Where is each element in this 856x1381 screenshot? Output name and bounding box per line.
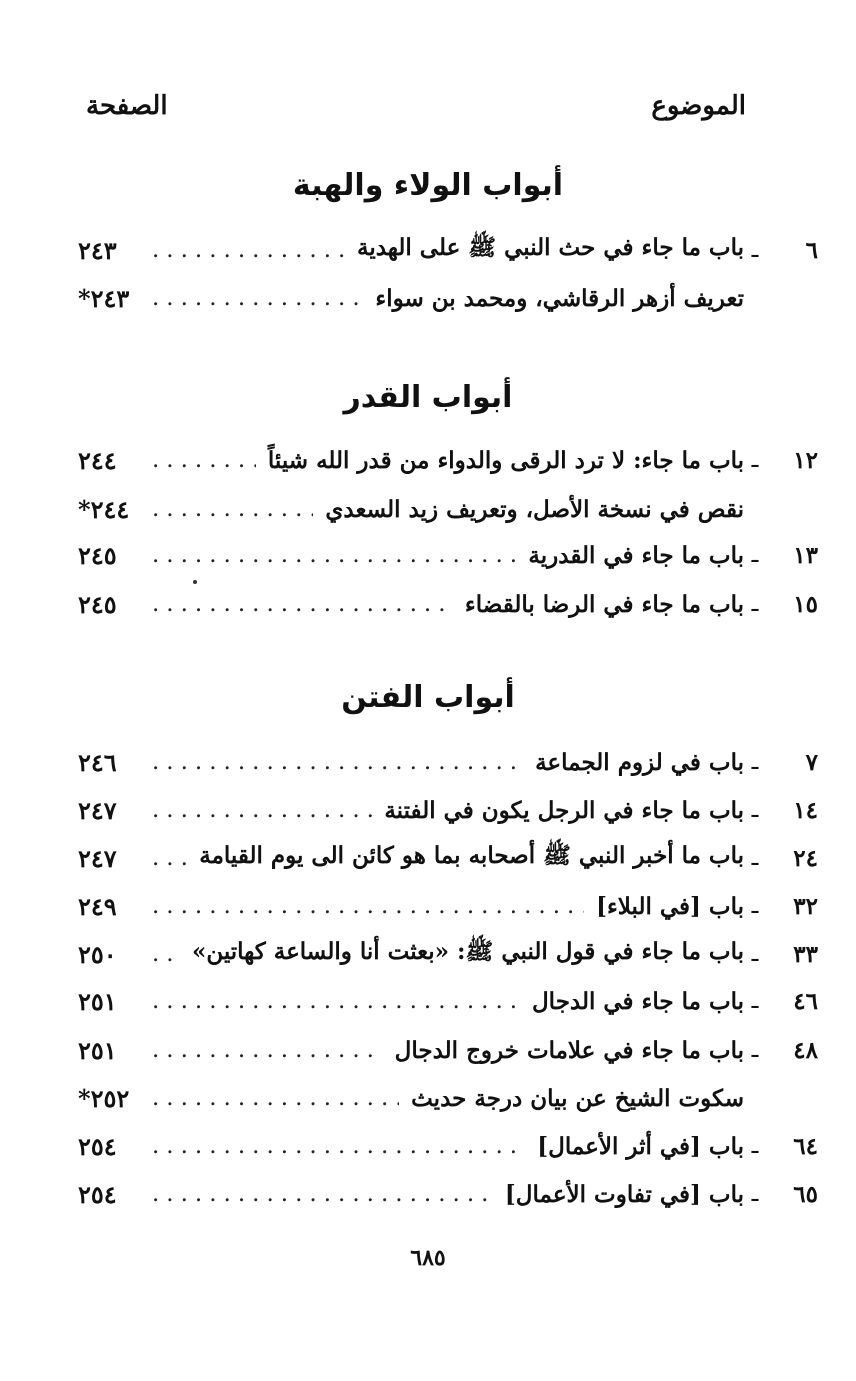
- dot-leader: [152, 591, 453, 617]
- dot-leader: [152, 893, 584, 919]
- entry-dash: ـ: [751, 1037, 759, 1063]
- toc-entry: [78, 1030, 818, 1070]
- toc-entry: [78, 886, 818, 926]
- dot-leader: [152, 285, 363, 311]
- page-number: ٢٥٠: [78, 939, 117, 969]
- toc-entry: [78, 790, 818, 830]
- chapter-number: ٦٥: [793, 1180, 818, 1208]
- chapter-number: ١٥: [793, 590, 818, 618]
- dot-leader: [152, 1133, 525, 1159]
- chapter-number: ٢٤: [793, 844, 818, 872]
- page-number: ٢٤٩: [78, 891, 117, 921]
- entry-dash: ـ: [751, 1181, 759, 1207]
- chapter-number: ٦٤: [793, 1132, 818, 1160]
- dot-leader: [152, 1037, 383, 1063]
- entry-title: تعريف أزهر الرقاشي، ومحمد بن سواء: [375, 284, 744, 312]
- entry-title: باب ما جاء في القدرية: [528, 541, 744, 569]
- section-title: أبواب الفتن: [341, 680, 515, 715]
- toc-entry: [78, 981, 818, 1021]
- toc-entry: [78, 838, 818, 878]
- dot-leader: [152, 845, 187, 871]
- entry-title: نقص في نسخة الأصل، وتعريف زيد السعدي: [325, 495, 744, 523]
- entry-title: باب ما جاء في قول النبي ﷺ: «بعثت أنا والساعة كهاتين»: [191, 938, 744, 965]
- chapter-number: ٤٨: [793, 1036, 818, 1064]
- entry-title: باب ما جاء في الدجال: [531, 987, 744, 1015]
- topic-column-label: الموضوع: [651, 91, 746, 121]
- chapter-number: ١٤: [793, 796, 818, 824]
- toc-entry-note: [78, 278, 818, 318]
- dot-leader: [152, 1085, 399, 1111]
- dot-leader: [152, 237, 345, 263]
- entry-title: باب [في البلاء]: [596, 892, 744, 920]
- stray-ink-dot: [193, 580, 197, 584]
- page-number: ٢٤٤: [78, 445, 117, 475]
- page-number: ٢٥٤: [78, 1179, 117, 1209]
- dot-leader: [152, 797, 372, 823]
- entry-dash: ـ: [751, 941, 759, 967]
- chapter-number: ٧: [805, 748, 818, 776]
- page-number: ٢٤٧: [78, 843, 117, 873]
- toc-entry-note: [78, 1078, 818, 1118]
- entry-dash: ـ: [751, 988, 759, 1014]
- entry-title: سكوت الشيخ عن بيان درجة حديث: [411, 1084, 744, 1112]
- entry-dash: ـ: [751, 797, 759, 823]
- dot-leader: [152, 988, 520, 1014]
- entry-title: باب ما أخبر النبي ﷺ أصحابه بما هو كائن الى يوم القيامة: [199, 842, 744, 869]
- toc-entry: [78, 934, 818, 974]
- toc-entry: [78, 1174, 818, 1214]
- page-folio-number: ٦٨٥: [410, 1245, 446, 1271]
- entry-title: باب ما جاء في الرضا بالقضاء: [464, 590, 744, 618]
- chapter-number: ٣٣: [793, 940, 818, 968]
- dot-leader: [152, 749, 523, 775]
- toc-entry-note: [78, 489, 818, 529]
- toc-entry: [78, 584, 818, 624]
- entry-dash: ـ: [751, 237, 759, 263]
- entry-dash: ـ: [751, 1133, 759, 1159]
- toc-header: [86, 84, 746, 128]
- chapter-number: ٣٢: [793, 892, 818, 920]
- dot-leader: [152, 542, 516, 568]
- entry-title: باب ما جاء: لا ترد الرقى والدواء من قدر الله شيئاً: [267, 446, 744, 474]
- section-title: أبواب القدر: [343, 380, 513, 415]
- entry-dash: ـ: [751, 845, 759, 871]
- toc-entry: [78, 440, 818, 480]
- entry-dash: ـ: [751, 591, 759, 617]
- page-number: ٢٤٤*: [78, 494, 130, 524]
- entry-title: باب في لزوم الجماعة: [535, 748, 744, 776]
- page-column-label: الصفحة: [86, 91, 168, 121]
- page-number: ٢٤٣*: [78, 283, 130, 313]
- entry-title: باب ما جاء في علامات خروج الدجال: [394, 1036, 744, 1064]
- section-title: أبواب الولاء والهبة: [292, 168, 564, 203]
- page-number: ٢٤٦: [78, 747, 117, 777]
- toc-entry: [78, 742, 818, 782]
- toc-entry: [78, 535, 818, 575]
- entry-title: باب ما جاء في حث النبي ﷺ على الهدية: [356, 234, 744, 261]
- chapter-number: ١٢: [793, 446, 818, 474]
- page-number: ٢٤٥: [78, 540, 117, 570]
- dot-leader: [152, 1181, 493, 1207]
- toc-entry: [78, 1126, 818, 1166]
- entry-dash: ـ: [751, 749, 759, 775]
- page-number: ٢٤٣: [78, 235, 117, 265]
- entry-dash: ـ: [751, 893, 759, 919]
- page-number: ٢٥٢*: [78, 1083, 130, 1113]
- chapter-number: ٤٦: [793, 987, 818, 1015]
- entry-dash: ـ: [751, 542, 759, 568]
- page-number: ٢٥٤: [78, 1131, 117, 1161]
- page-number: ٢٤٥: [78, 589, 117, 619]
- page-number: ٢٥١: [78, 986, 117, 1016]
- dot-leader: [152, 447, 256, 473]
- page-number: ٢٥١: [78, 1035, 117, 1065]
- toc-entry: [78, 230, 818, 270]
- entry-title: باب ما جاء في الرجل يكون في الفتنة: [384, 796, 744, 824]
- entry-title: باب [في أثر الأعمال]: [537, 1132, 744, 1160]
- page-number: ٢٤٧: [78, 795, 117, 825]
- chapter-number: ١٣: [793, 541, 818, 569]
- dot-leader: [152, 941, 180, 967]
- entry-dash: ـ: [751, 447, 759, 473]
- dot-leader: [152, 496, 313, 522]
- chapter-number: ٦: [805, 236, 818, 264]
- entry-title: باب [في تفاوت الأعمال]: [504, 1180, 744, 1208]
